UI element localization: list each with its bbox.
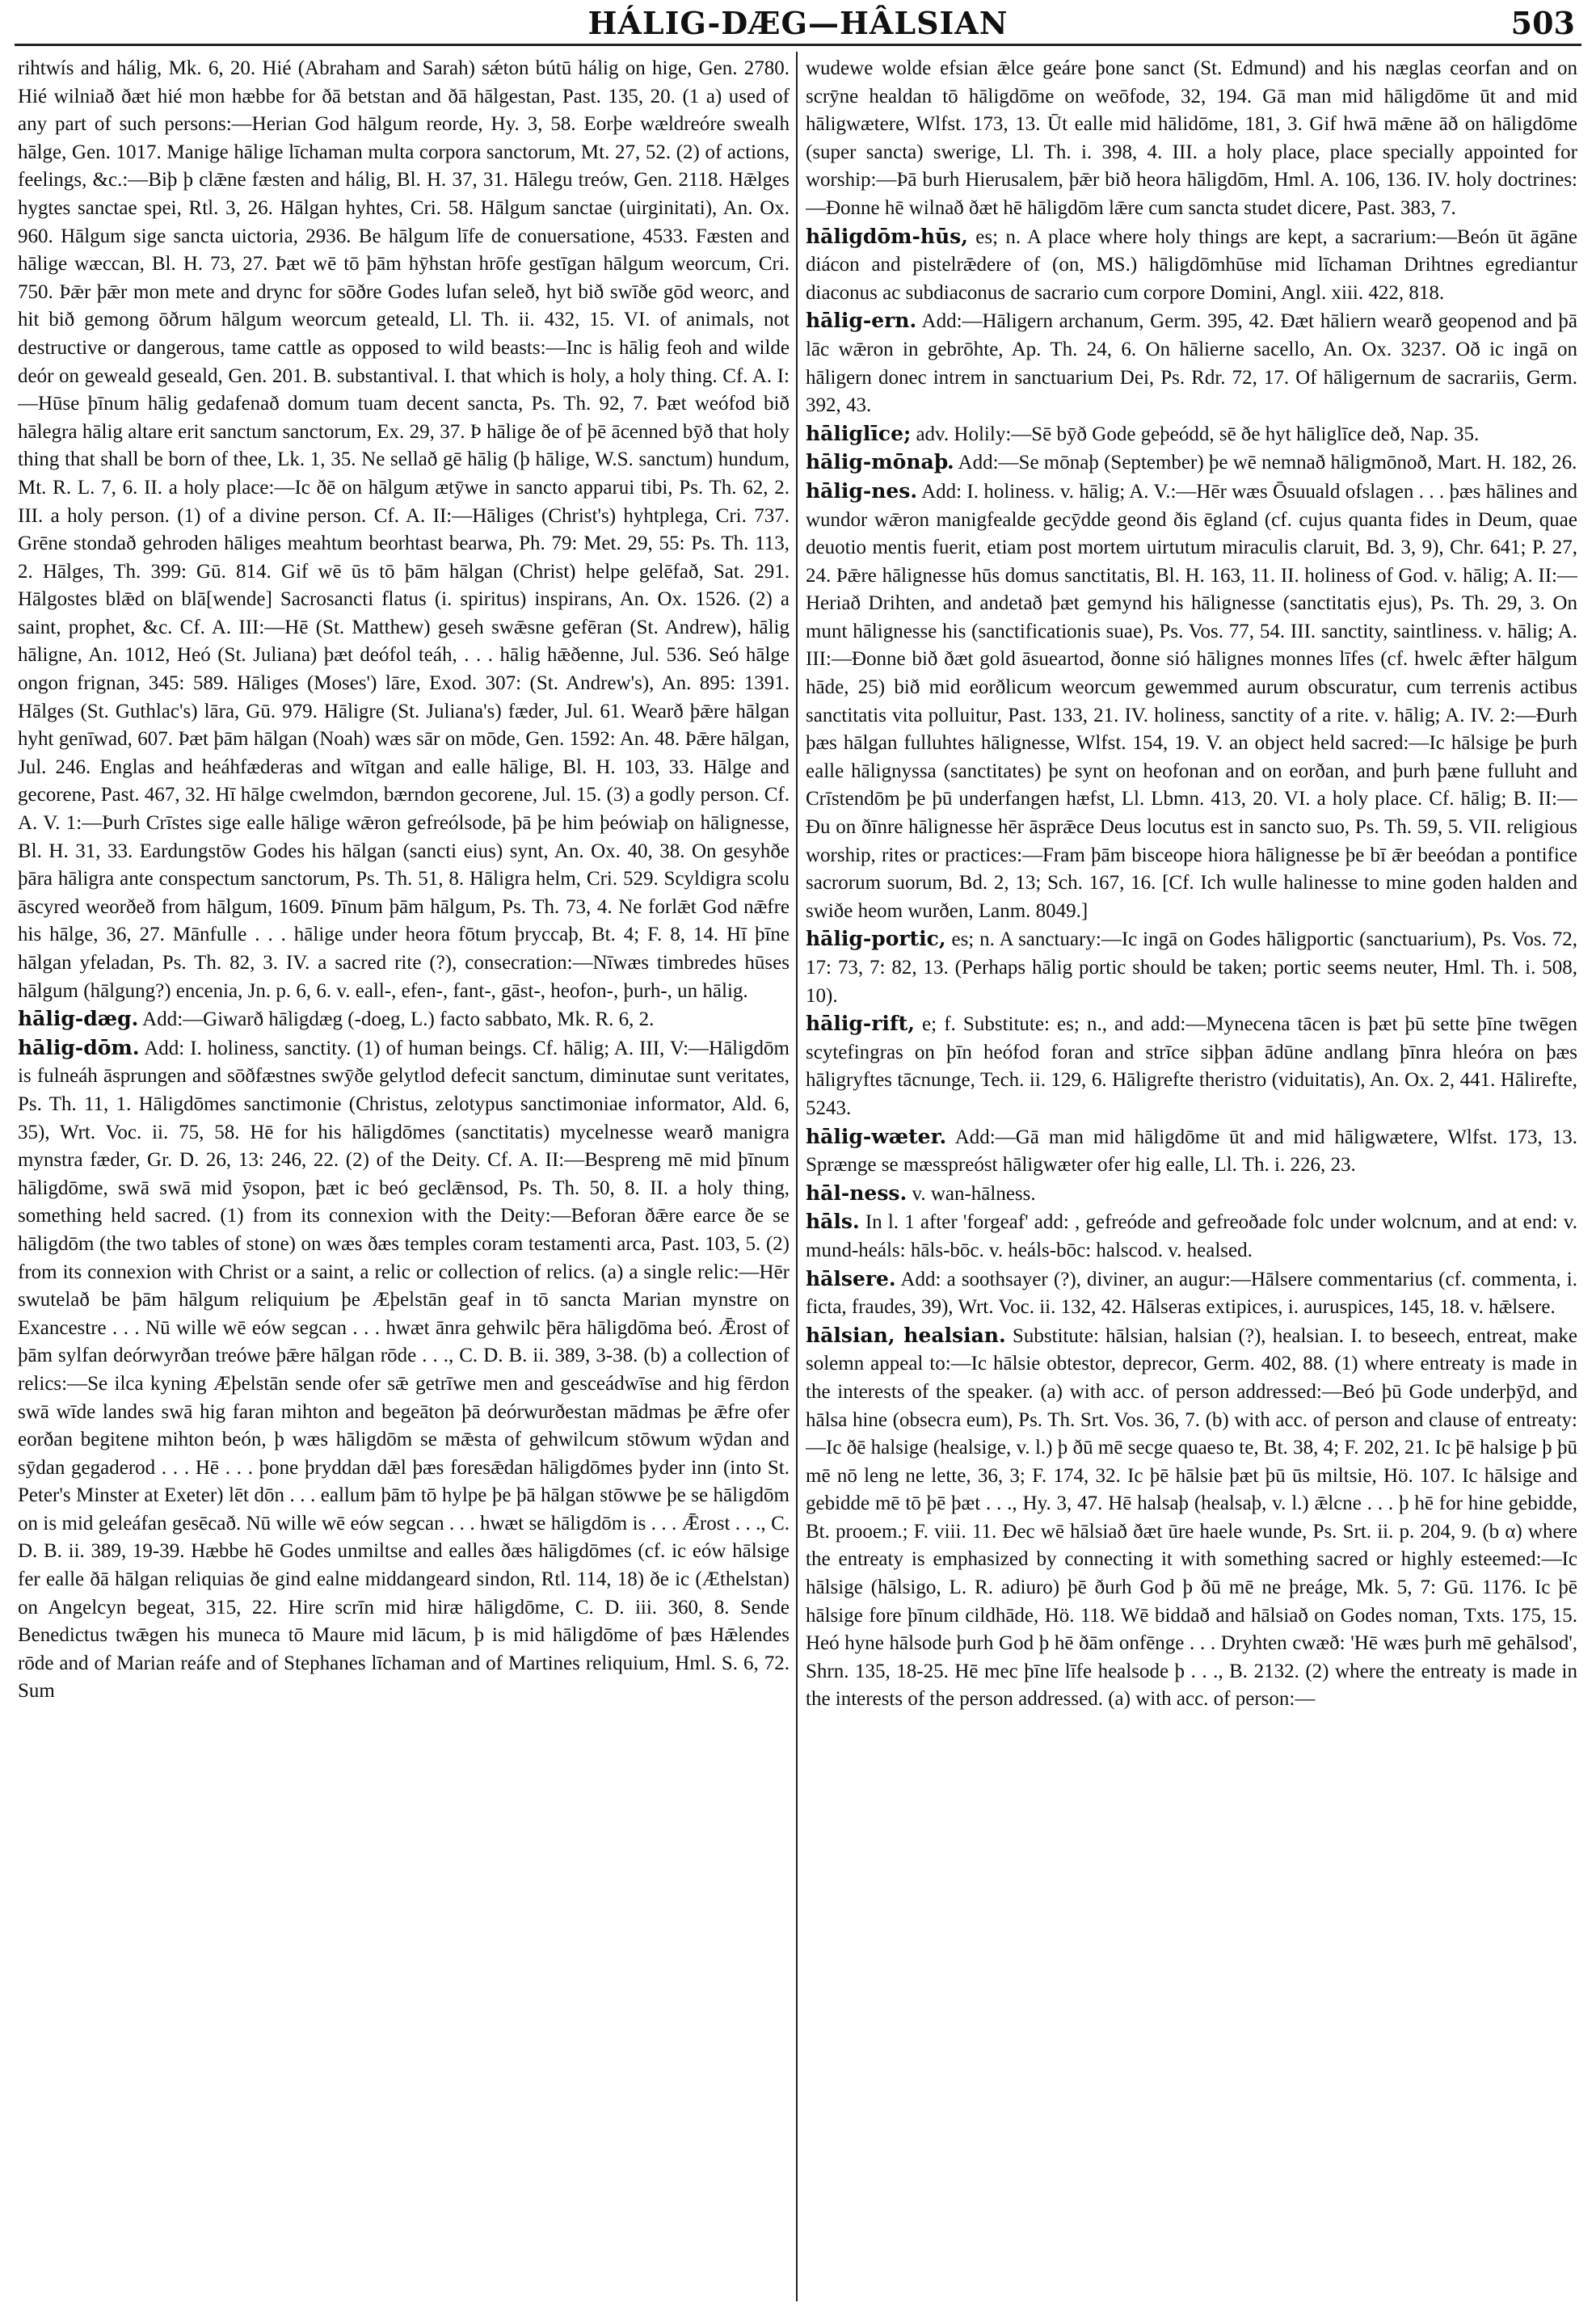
column-divider bbox=[796, 52, 798, 2301]
dictionary-entry bbox=[18, 1034, 790, 1706]
dictionary-entry bbox=[806, 1123, 1577, 1180]
dictionary-entry bbox=[18, 1005, 790, 1034]
running-head-title: HÁLIG-DÆG—HÂLSIAN bbox=[587, 5, 1009, 41]
entry-headword: hālig-rift, bbox=[806, 1012, 915, 1036]
entry-text: Add: a soothsayer (?), diviner, an augur:—Hālsere commentarius (cf. commenta, i. ficta, fraudes, 39), Wrt. Voc. ii. 132, 42. Hālseras extipices, i. auruspices, 145, 18. v. hǣlsere. bbox=[806, 1268, 1577, 1319]
dictionary-entry bbox=[806, 1208, 1577, 1265]
entry-text: Add:—Giwarð hāligdæg (-doeg, L.) facto sabbato, Mk. R. 6, 2. bbox=[142, 1008, 655, 1031]
entry-headword: hāligdōm-hūs, bbox=[806, 224, 968, 248]
entry-headword: hālig-nes. bbox=[806, 478, 918, 503]
entry-text: Add:—Hāligern archanum, Germ. 395, 42. Ðæt hāliern wearð geopenod and þā lāc wǣron in gebrōhte, Ap. Th. 24, 6. On hālierne sacello, An. Ox. 3237. Oð ic ingā on hāligern donec intrem in sanctuarium Dei, Ps. Rdr. 72, 17. Of hāligernum de sacrariis, Germ. 392, 43. bbox=[806, 310, 1577, 417]
entry-headword: hālsian, healsian. bbox=[806, 1323, 1006, 1347]
entry-text: Add: I. holiness, sanctity. (1) of human beings. Cf. hālig; A. III, V:—Hāligdōm is fulneáh āsprungen and sōðfæstnes swȳðe gelytlod defecit sanctum, diminutae sunt veritates, Ps. Th. 11, 1. Hāligdōmes sanctimonie (Christus, zelotypus sanctimoniae informator, Ald. 6, 35), Wrt. Voc. ii. 75, 58. Hē for his hāligdōmes (sanctitatis) mycelnesse wearð manigra mynstra fæder, Gr. D. 26, 13: 246, 22. (2) of the Deity. Cf. A. II:—Bespreng mē mid þīnum hāligdōme, swā swā mid ȳsopon, þæt ic beó geclǣnsod, Ps. Th. 50, 8. II. a holy thing, something held sacred. (1) from its connexion with the Deity:—Beforan ðǣre earce ðe se hāligdōm (the two tables of stone) on wæs ðæs temples coram testamenti arca, Past. 103, 5. (2) from its connexion with Christ or a saint, a relic or collection of relics. (a) a single relic:—Hēr swutelað be þām hālgum reliquium þe Æþelstān geaf in tō sancta Marian mynstre on Exancestre . . . Nū wille wē eów segcan . . . hwæt ānra gehwilc þēra hāligdōma beó. Ǣrost of þām sylfan deórwyrðan treówe þǣre hālgan rōde . . ., C. D. B. ii. 389, 3-38. (b) a collection of relics:—Se ilca kyning Æþelstān sende ofer sǣ getrīwe men and gesceádwīse and hig fērdon swā wīde landes swā hig faran mihton and begeāton þā deórwurðestan mādmas þe ǣfre ofer eorðan begitene mihton beón, þ wæs hāligdōm se mǣsta of gehwilcum stōwum wȳdan and sȳdan gegaderod . . . Hē . . . þone þryddan dǣl þæs foresǣdan hāligdōmes þyder inn (into St. Peter's Minster at Exeter) lēt dōn . . . eallum þām tō hylpe þe þā hālgan stōwwe þe se hāligdōm on is mid geleáfan gesēcað. Nū wille wē eów segcan . . . hwæt se hāligdōm is . . . Ǣrost . . ., C. D. B. ii. 389, 19-39. Hæbbe hē Godes unmiltse and ealles ðæs hāligdōmes (cf. ic eów hālsige fer ealle ðā hālgan reliquias ðe gind ealne middangeard sindon, Rtl. 114, 18) ðe ic (Æthelstan) on Angelcyn begeat, 315, 22. Hire scrīn mid hiræ hāligdōme, C. D. iii. 360, 8. Sende Benedictus twǣgen his muneca tō Maure mid lācum, þ is mid hāligdōme of þæs Hǣlendes rōde and of Marian reáfe and of Stephanes līchaman and of Martines reliquium, Hml. S. 6, 72. Sum bbox=[18, 1037, 790, 1703]
entry-text: rihtwís and hálig, Mk. 6, 20. Hié (Abraham and Sarah) sǽton bútū hálig on hige, Gen. 2780. Hié wilniað ðæt hié mon hæbbe for ðā betstan and ðā hālgestan, Past. 135, 20. (1 a) used of any part of such persons:—Herian God hālgum reorde, Hy. 3, 58. Eorþe wældreóre swealh hālge, Gen. 1017. Manige hālige līchaman multa corpora sanctorum, Mt. 27, 52. (2) of actions, feelings, &c.:—Biþ þ clǣne fæsten and hálig, Bl. H. 37, 31. Hālegu treów, Gen. 2118. Hǣlges hygtes sanctae spei, Rtl. 3, 26. Hālgan hyhtes, Cri. 58. Hālgum sanctae (uirginitati), An. Ox. 960. Hālgum sige sancta uictoria, 2936. Be hālgum līfe de conuersatione, 4533. Fæsten and hālige wæccan, Bl. H. 73, 27. Þæt wē tō þām hȳhstan hrōfe gestīgan hālgum weorcum, Cri. 750. Þǣr þǣr mon mete and drync for sōðre Godes lufan seleð, hyt bið swīðe gōd weorc, and hit bið gemong ōðrum hālgum weorcum geteald, Ll. Th. ii. 432, 15. VI. of animals, not destructive or dangerous, tame cattle as opposed to wild beasts:—Inc is hālig feoh and wilde deór on geweald geseald, Gen. 201. B. substantival. I. that which is holy, a holy thing. Cf. A. I:—Hūse þīnum hālig gedafenað domum tuam decent sancta, Ps. Th. 92, 7. Þæt weófod bið hālegra hālig altare erit sanctum sanctorum, Ex. 29, 37. Þ hālige ðe of þē ācenned bȳð that holy thing that shall be born of thee, Lk. 1, 35. Ne sellað gē hālig (þ hālige, W.S. sanctum) hundum, Mt. R. L. 7, 6. II. a holy place:—Ic ðē on hālgum ætȳwe in sancto apparui tibi, Ps. Th. 62, 2. III. a holy person. (1) of a divine person. Cf. A. II:—Hāliges (Christ's) hyhtplega, Cri. 737. Grēne stondað gehroden hāliges meahtum beorhtast bearwa, Ph. 79: Met. 29, 55: Ps. Th. 113, 2. Hālges, Th. 399: Gū. 814. Gif wē ūs tō þām hālgan (Christ) helpe gelēfað, Sat. 291. Hālgostes blǣd on blā[wende] Sacrosancti flatus (i. spiritus) inspirans, An. Ox. 1526. (2) a saint, prophet, &c. Cf. A. III:—Hē (St. Matthew) geseh swǣsne gefēran (St. Andrew), hālig hāligne, An. 1012, Heó (St. Juliana) þæt deófol teáh, . . . hālig hǣðenne, Jul. 536. Seó hālge ongon frignan, 345: 589. Hāliges (Moses') lāre, Exod. 307: (St. Andrew's), An. 895: 1391. Hālges (St. Guthlac's) lāra, Gū. 979. Hāligre (St. Juliana's) fæder, Jul. 61. Wearð þǣre hālgan hyht genīwad, 607. Þæt þām hālgan (Noah) wæs sār on mōde, Gen. 1592: An. 48. Þǣre hālgan, Jul. 246. Englas and heáhfæderas and wītgan and ealle hālige, Bl. H. 103, 33. Hālge and gecorene, Past. 467, 32. Hī hālge cwelmdon, bærndon gecorene, Jul. 15. (3) a godly person. Cf. A. V. 1:—Þurh Crīstes sige ealle hālige wǣron gefreólsode, þā þe him þeówiaþ on hālignesse, Bl. H. 31, 33. Eardungstōw Godes his hālgan (sancti eius) synt, An. Ox. 40, 38. On gesyhðe þāra hāligra ante conspectum sanctorum, Ps. Th. 51, 8. Hāligra helm, Cri. 529. Scyldigra scolu āscyred weorðeð from hālgum, 1609. Þīnum þām hālgum, Ps. Th. 73, 4. Ne forlǣt God nǣfre his hālge, 36, 27. Mānfulle . . . hālige under heora fōtum þryccaþ, Bt. 4; F. 8, 14. Hī þīne hālgan yfeladan, Ps. Th. 82, 3. IV. a sacred rite (?), consecration:—Nīwæs timbredes hūses hālgum (hālgung?) encenia, Jn. p. 6, 6. v. eall-, efen-, fant-, gāst-, heofon-, þurh-, un hālig. bbox=[18, 57, 790, 1002]
dictionary-entry bbox=[806, 223, 1577, 308]
entry-headword: hālig-ern. bbox=[806, 309, 917, 333]
page-number: 503 bbox=[1510, 5, 1575, 41]
dictionary-entry bbox=[806, 1265, 1577, 1322]
entry-headword: hālig-dæg. bbox=[18, 1007, 139, 1031]
entry-text: Add:—Se mōnaþ (September) þe wē nemnað hāligmōnoð, Mart. H. 182, 26. bbox=[958, 452, 1577, 474]
entry-headword: hālig-dōm. bbox=[18, 1035, 140, 1059]
entry-headword: hālig-mōnaþ. bbox=[806, 450, 954, 474]
dictionary-entry bbox=[806, 420, 1577, 449]
entry-headword: hālsere. bbox=[806, 1266, 896, 1290]
dictionary-entry bbox=[18, 55, 790, 1005]
entry-text: es; n. A sanctuary:—Ic ingā on Godes hāligportic (sanctuarium), Ps. Vos. 72, 17: 73, 7: 82, 13. (Perhaps hālig portic should be taken; portic seems neuter, Hml. Th. i. 508, 10). bbox=[806, 928, 1577, 1007]
entry-text: Substitute: hālsian, halsian (?), healsian. I. to beseech, entreat, make solemn appeal to:—Ic hālsie obtestor, deprecor, Germ. 402, 88. (1) where entreaty is made in the interests of the speaker. (a) with acc. of person addressed:—Beó þū Gode underþȳd, and hālsa hine (obsecra eum), Ps. Th. Srt. Vos. 36, 7. (b) with acc. of person and clause of entreaty:—Ic ðē halsige (healsige, v. l.) þ ðū mē secge quaeso te, Bt. 38, 4; F. 202, 21. Ic þē halsige þ þū mē nō leng ne lette, 36, 3; F. 174, 32. Ic þē hālsie þæt þū ūs miltsie, Hö. 107. Ic hālsige and gebidde mē tō þē þæt . . ., Hy. 3, 47. Hē halsaþ (healsaþ, v. l.) ǣlcne . . . þ hē for hine gebidde, Bt. prooem.; F. viii. 11. Ðec wē hālsiað ðæt ūre haele wunde, Ps. Srt. ii. p. 204, 9. (b α) where the entreaty is emphasized by connecting it with something sacred or highly esteemed:—Ic hālsige (hālsigo, L. R. adiuro) þē ðurh God þ ðū mē ne þreáge, Mk. 5, 7: Gū. 1176. Ic þē hālsige fore þīnum cildhāde, Hö. 118. Wē biddað and hālsiað on Godes noman, Txts. 175, 15. Heó hyne hālsode þurh God þ hē ðām onfēnge . . . Dryhten cwæð: 'Hē wæs þurh mē gehālsod', Shrn. 135, 18-25. Hē mec þīne līfe healsode þ . . ., B. 2132. (2) where the entreaty is made in the interests of the person addressed. (a) with acc. of person:— bbox=[806, 1324, 1577, 1711]
dictionary-entry bbox=[806, 925, 1577, 1010]
entry-text: es; n. A place where holy things are kept, a sacrarium:—Beón ūt āgāne diácon and pistelrǣdere of (on, MS.) hāligdōmhūse mid līchaman Drihtnes egrediantur diaconus ac subdiaconus de sacrario cum corpore Domini, Angl. xiii. 422, 818. bbox=[806, 225, 1577, 304]
entry-text: adv. Holily:—Sē bȳð Gode geþeódd, sē ðe hyt hāliglīce deð, Nap. 35. bbox=[916, 423, 1480, 445]
entry-text: Add: I. holiness. v. hālig; A. V.:—Hēr wæs Ōsuuald ofslagen . . . þæs hālines and wundor wǣron manigfealde gecȳdde geond ðis ēgland (cf. cujus quanta fides in Deum, quae deuotio mentis fuerit, etiam post mortem uirtutum miraculis claruit, Bd. 3, 9), Chr. 641; P. 27, 24. Þǣre hālignesse hūs domus sanctitatis, Bl. H. 163, 11. II. holiness of God. v. hālig; A. II:—Heriað Drihten, and andetað þæt gemynd his hālignesse (sanctitatis ejus), Ps. Th. 29, 3. On munt hālignesse his (sanctificationis suae), Ps. Vos. 77, 54. III. sanctity, saintliness. v. hālig; A. III:—Ðonne bið ðæt gold āsueartod, ðonne sió hālignes monnes līfes (cf. hwelc ǣfter hālgum hāde, 25) bið mid eorðlicum weorcum gewemmed aurum obscuratur, cum terrenis actibus sanctitatis vita polluitur, Past. 133, 21. IV. holiness, sanctity of a rite. v. hālig; A. IV. 2:—Ðurh þæs hālgan fulluhtes hālignesse, Wlfst. 154, 19. V. an object held sacred:—Ic hālsige þe þurh ealle hālignyssa (sanctitates) þe synt on heofonan and on eorðan, and þurh þæne fulluht and Crīstendōm þe þū underfangen hæfst, Ll. Lbmn. 413, 20. VI. a holy place. Cf. hālig; B. II:—Ðu on ðīnre hālignesse hēr āsprǣce Deus locutus est in sancto suo, Ps. Th. 59, 5. VII. religious worship, rites or practices:—Fram þām bisceope hiora hālignesse þe bī ǣr beeódan a pontifice sacrorum suorum, Bd. 2, 13; Sch. 167, 16. [Cf. Ich wulle halinesse to mine goden halden and swiðe heom wurðen, Lanm. 8049.] bbox=[806, 480, 1577, 922]
entry-text: Add:—Gā man mid hāligdōme ūt and mid hāligwætere, Wlfst. 173, 13. Sprænge se mæsspreóst hāligwæter ofer hig ealle, Ll. Th. i. 226, 23. bbox=[806, 1126, 1577, 1177]
header-rule bbox=[15, 44, 1581, 46]
entry-headword: hālig-wæter. bbox=[806, 1124, 947, 1148]
entry-text: v. wan-hālness. bbox=[912, 1182, 1036, 1205]
dictionary-entry bbox=[806, 55, 1577, 223]
dictionary-entry bbox=[806, 448, 1577, 478]
entry-headword: hāliglīce; bbox=[806, 421, 912, 445]
dictionary-entry bbox=[806, 307, 1577, 419]
entry-headword: hāl-ness. bbox=[806, 1181, 907, 1205]
entry-text: In l. 1 after 'forgeaf' add: , gefreóde and gefreoðade folc under wolcnum, and at end: v. mund-heáls: hāls-bōc. v. heáls-bōc: halscod. v. healsed. bbox=[806, 1211, 1577, 1261]
entry-headword: hālig-portic, bbox=[806, 927, 946, 951]
entry-headword: hāls. bbox=[806, 1210, 860, 1234]
entry-text: e; f. Substitute: es; n., and add:—Mynecena tācen is þæt þū sette þīne twēgen scytefingras on þīn heófod foran and strīce siþþan ādūne andlang þīnra hleóra on þæs hāligryftes tācnunge, Tech. ii. 129, 6. Hāligrefte theristro (viduitatis), An. Ox. 2, 441. Hālirefte, 5243. bbox=[806, 1013, 1577, 1119]
entry-text: wudewe wolde efsian ǣlce geáre þone sanct (St. Edmund) and his næglas ceorfan and on scrȳne healdan tō hāligdōme on weōfode, 32, 194. Gā man mid hāligdōme ūt and mid hāligwætere, Wlfst. 173, 13. Ūt ealle mid hālidōme, 181, 3. Gif hwā mǣne āð on hāligdōme (super sancta) swerige, Ll. Th. i. 398, 4. III. a holy place, place specially appointed for worship:—Þā burh Hierusalem, þǣr bið heora hāligdōm, Hml. A. 106, 136. IV. holy doctrines:—Ðonne hē wilnað ðæt hē hāligdōm lǣre cum sancta studet dicere, Past. 383, 7. bbox=[806, 57, 1577, 219]
left-column bbox=[18, 55, 790, 2300]
dictionary-entry bbox=[806, 1322, 1577, 1714]
dictionary-entry bbox=[806, 1180, 1577, 1209]
right-column bbox=[806, 55, 1577, 2300]
dictionary-entry bbox=[806, 478, 1577, 926]
page-header bbox=[0, 0, 1596, 47]
dictionary-entry bbox=[806, 1010, 1577, 1122]
